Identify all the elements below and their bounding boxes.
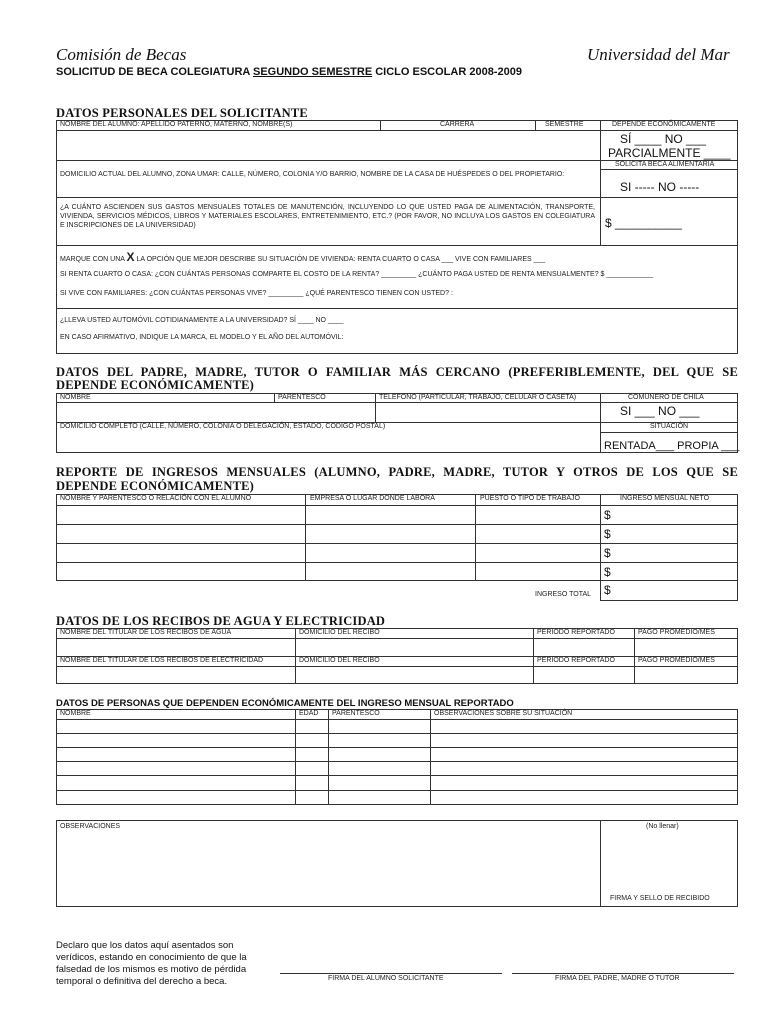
commission-title: Comisión de Becas <box>56 45 187 64</box>
parent-address-label: DOMICILIO COMPLETO (CALLE, NÚMERO, COLONIA O DELEGACIÓN, ESTADO, CODIGO POSTAL) <box>60 423 386 430</box>
vertical-divider <box>535 120 536 130</box>
food-scholarship-options[interactable]: SI ----- NO ----- <box>620 180 700 194</box>
chila-label: COMUNERO DE CHILA <box>628 394 704 401</box>
housing-pre: MARQUE CON UNA <box>60 256 127 263</box>
parent-section-title-1: DATOS DEL PADRE, MADRE, TUTOR O FAMILIAR MÁS CERCANO (PREFERIBLEMENTE, DEL QUE SE <box>56 365 738 379</box>
student-name-label: NOMBRE DEL ALUMNO: APELLIDO PATERNO, MATERNO, NOMBRE(S) <box>60 121 293 128</box>
stamp-label: FIRMA Y SELLO DE RECIBIDO <box>610 895 710 902</box>
expenses-question: ¿A CUÁNTO ASCIENDEN SUS GASTOS MENSUALES TOTALES DE MANUTENCIÓN, INCLUYENDO LO QUE USTED PAGA DE ALIMENTACIÓN, TRANSPORTE, VIVIENDA, SERVICIOS MÉDICOS, LIBROS Y MATERIALES ESCOLARES, ENTRETENIMIENTO, ETC.? (POR FAVOR, NO INCLUYA LOS GASTOS EN COLEGIATURA E INSCRIPCIONES DE LA UNIVERSIDAD) <box>60 204 595 229</box>
horizontal-divider <box>600 169 738 170</box>
expenses-amount-field[interactable]: $ __________ <box>605 216 682 230</box>
car-question: ¿LLEVA USTED AUTOMÓVIL COTIDIANAMENTE A LA UNIVERSIDAD? SÍ ____ NO ____ <box>60 317 344 324</box>
horizontal-divider <box>56 790 738 791</box>
observations-label: OBSERVACIONES <box>60 823 121 830</box>
horizontal-divider <box>56 638 738 639</box>
horizontal-divider <box>56 197 738 198</box>
vertical-divider <box>274 393 275 402</box>
horizontal-divider <box>56 775 738 776</box>
dependent-relation-label: PARENTESCO <box>332 710 380 717</box>
income-currency-2[interactable]: $ <box>604 527 611 541</box>
horizontal-divider <box>56 543 738 544</box>
career-label: CARRERA <box>440 121 475 128</box>
housing-post: LA OPCIÓN QUE MEJOR DESCRIBE SU SITUACIÓN DE VIVIENDA: RENTA CUARTO O CASA ___ VIVE CON FAMILIARES ___ <box>134 256 546 263</box>
horizontal-divider <box>56 524 738 525</box>
vertical-divider <box>600 393 601 453</box>
chila-options[interactable]: SI ___ NO ___ <box>620 404 700 418</box>
receipts-section-title: DATOS DE LOS RECIBOS DE AGUA Y ELECTRICIDAD <box>56 614 386 628</box>
situation-options[interactable]: RENTADA___ PROPIA ___ <box>604 440 740 452</box>
vertical-divider <box>475 494 476 581</box>
parent-name-label: NOMBRE <box>60 394 91 401</box>
income-currency-4[interactable]: $ <box>604 565 611 579</box>
dependent-age-label: EDAD <box>299 710 319 717</box>
horizontal-divider <box>56 719 738 720</box>
personal-section-title: DATOS PERSONALES DEL SOLICITANTE <box>56 106 308 120</box>
parent-signature-line <box>512 973 734 974</box>
parent-relation-label: PARENTESCO <box>278 394 326 401</box>
dependent-notes-label: OBSERVACIONES SOBRE SU SITUACIÓN <box>434 710 573 717</box>
housing-x-mark: X <box>126 250 135 264</box>
horizontal-divider <box>56 505 738 506</box>
dependents-section-title: DATOS DE PERSONAS QUE DEPENDEN ECONÓMICAMENTE DEL INGRESO MENSUAL REPORTADO <box>56 698 514 709</box>
income-section-title-1: REPORTE DE INGRESOS MENSUALES (ALUMNO, PADRE, MADRE, TUTOR Y OTROS DE LOS QUE SE <box>56 465 738 479</box>
family-question: SI VIVE CON FAMILIARES: ¿CON CUÁNTAS PERSONAS VIVE? _________ ¿QUÉ PARENTESCO TIENEN CON USTED? : <box>60 290 453 297</box>
horizontal-divider <box>56 402 738 403</box>
subtitle-pre: SOLICITUD DE BECA COLEGIATURA <box>56 66 253 78</box>
vertical-divider <box>305 494 306 581</box>
horizontal-divider <box>56 733 738 734</box>
horizontal-divider <box>56 747 738 748</box>
vertical-divider <box>600 120 601 245</box>
income-currency-1[interactable]: $ <box>604 508 611 522</box>
horizontal-divider <box>56 130 738 131</box>
income-company-label: EMPRESA O LUGAR DONDE LABORA <box>310 495 435 502</box>
semester-label: SEMESTRE <box>545 121 584 128</box>
subtitle-semester: SEGUNDO SEMESTRE <box>252 66 373 78</box>
horizontal-divider <box>56 761 738 762</box>
total-income-label: INGRESO TOTAL <box>535 591 592 598</box>
electric-address-label: DOMICILIO DEL RECIBO <box>299 657 380 664</box>
car-detail-question: EN CASO AFIRMATIVO, INDIQUE LA MARCA, EL MODELO Y EL AÑO DEL AUTOMÓVIL: <box>60 334 344 341</box>
student-signature-label: FIRMA DEL ALUMNO SOLICITANTE <box>328 975 444 982</box>
total-income-cell <box>600 580 738 601</box>
food-scholarship-label: SOLICITA BECA ALIMENTARIA <box>615 161 715 168</box>
depends-partial-option[interactable]: PARCIALMENTE ____ <box>608 146 731 160</box>
water-address-label: DOMICILIO DEL RECIBO <box>299 629 380 636</box>
electric-holder-label: NOMBRE DEL TITULAR DE LOS RECIBOS DE ELECTRICIDAD <box>60 657 264 664</box>
electric-period-label: PERIODO REPORTADO <box>537 657 615 664</box>
water-period-label: PERIODO REPORTADO <box>537 629 615 636</box>
income-section-title-2: DEPENDE ECONÓMICAMENTE) <box>56 479 255 493</box>
observations-box[interactable] <box>56 820 738 907</box>
horizontal-divider <box>56 666 738 667</box>
horizontal-divider <box>600 432 738 433</box>
electric-payment-label: PAGO PROMEDIO/MES <box>638 657 715 664</box>
no-fill-label: (No llenar) <box>646 823 679 830</box>
university-title: Universidad del Mar <box>587 45 730 64</box>
vertical-divider <box>375 393 376 422</box>
income-amount-label: INGRESO MENSUAL NETO <box>620 495 710 502</box>
subtitle-cycle: CICLO ESCOLAR 2008-2009 <box>372 66 522 78</box>
situation-label: SITUACIÓN <box>650 423 689 430</box>
water-payment-label: PAGO PROMEDIO/MES <box>638 629 715 636</box>
address-label: DOMICILIO ACTUAL DEL ALUMNO, ZONA UMAR: CALLE, NÚMERO, COLONIA Y/O BARRIO, NOMBRE DE LA CASA DE HUÉSPEDES O DEL PROPIETARIO: <box>60 171 565 178</box>
income-table <box>56 494 738 581</box>
income-currency-3[interactable]: $ <box>604 546 611 560</box>
water-holder-label: NOMBRE DEL TITULAR DE LOS RECIBOS DE AGUA <box>60 629 232 636</box>
vertical-divider <box>600 820 601 907</box>
income-total-currency[interactable]: $ <box>604 583 611 597</box>
form-subtitle <box>56 66 522 78</box>
horizontal-divider <box>56 308 738 309</box>
horizontal-divider <box>56 562 738 563</box>
declaration-text: Declaro que los datos aquí asentados son verídicos, estando en conocimiento de que la falsedad de los mismos es motivo de pérdida temporal o definitiva del derecho a beca. <box>56 940 247 987</box>
rent-question: SI RENTA CUARTO O CASA: ¿CON CUÁNTAS PERSONAS COMPARTE EL COSTO DE LA RENTA? _________ ¿CUÁNTO PAGA USTED DE RENTA MENSUALMENTE? $ ____________ <box>60 271 654 278</box>
depends-label: DEPENDE ECONÓMICAMENTE <box>612 121 716 128</box>
income-name-label: NOMBRE Y PARENTESCO O RELACIÓN CON EL ALUMNO <box>60 495 252 502</box>
dependent-name-label: NOMBRE <box>60 710 91 717</box>
horizontal-divider <box>56 245 738 246</box>
depends-options[interactable]: SÍ ____ NO ___ <box>620 132 707 146</box>
housing-question <box>60 250 545 264</box>
income-position-label: PUESTO O TIPO DE TRABAJO <box>480 495 580 502</box>
parent-phone-label: TELEFONO (PARTICULAR, TRABAJO, CELULAR O CASETA) <box>379 394 577 401</box>
vertical-divider <box>380 120 381 130</box>
student-signature-line <box>280 973 502 974</box>
parent-signature-label: FIRMA DEL PADRE, MADRE O TUTOR <box>555 975 680 982</box>
parent-section-title-2: DEPENDE ECONÓMICAMENTE) <box>56 378 255 392</box>
